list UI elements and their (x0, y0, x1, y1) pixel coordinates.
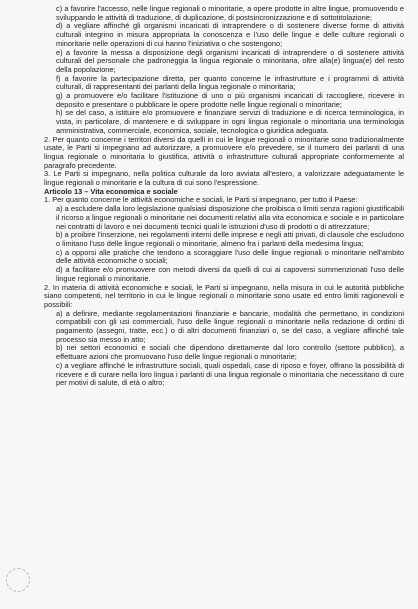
faint-stamp (6, 568, 30, 592)
article-heading: Articolo 13 – Vita economica e sociale (44, 186, 178, 196)
paragraph: 3. Le Parti si impegnano, nella politica culturale da loro avviata all'estero, a valorizzare adeguatamente le lingue regionali o minoritarie e la cultura di cui sono l'espressione. (44, 169, 404, 188)
paragraph: b) nei settori economici e sociali che dipendono direttamente dal loro controllo (settore pubblico), a effettuare azioni che promuovano l'uso delle lingue regionali o minoritarie; (56, 343, 404, 362)
paragraph: f) a favorire la partecipazione diretta, per quanto concerne le infrastrutture e i programmi di attività culturali, di rappresentanti dei parlanti della lingua regionale o minoritaria; (56, 73, 404, 92)
paragraph: b) a proibire l'inserzione, nei regolamenti interni delle imprese e negli atti privati, di clausole che escludono o limitano l'uso delle lingue regionali o minoritarie, almeno fra i parlanti della medesima lingua; (56, 230, 404, 248)
paragraph: e) a favorire la messa a disposizione degli organismi incaricati di intraprendere o di sostenere attività culturali del personale che padroneggia la lingua regionale o minoritaria, oltre alla(e) lingua(e) del resto della popolazione; (56, 47, 404, 74)
paragraph: 2. Per quanto concerne i territori diversi da quelli in cui le lingue regionali o minoritarie sono tradizionalmente usate, le Parti si impegnano ad autorizzare, a promuovere e/o prevedere, se il numero dei parlanti di una lingua regionale o minoritaria lo giustifica, attività o infrastrutture culturali appropriate conformemente al paragrafo precedente. (44, 134, 404, 170)
paragraph: h) se del caso, a istituire e/o promuovere e finanziare servizi di traduzione e di ricerca terminologica, in vista, in particolare, di mantenere e di sviluppare in ogni lingua regionale o minoritaria una terminologia amministrativa, commerciale, economica, sociale, tecnologica o giuridica adeguata. (56, 108, 404, 135)
paragraph: d) a vegliare affinché gli organismi incaricati di intraprendere o di sostenere diverse forme di attività culturali integrino in misura appropriata la conoscenza e l'uso delle lingue e delle culture regionali o minoritarie nelle operazioni di cui hanno l'iniziativa o che sostengono; (56, 21, 404, 48)
document-body (44, 5, 404, 388)
paragraph: 2. In materia di attività economiche e sociali, le Parti si impegnano, nella misura in cui le autorità pubbliche siano competenti, nel territorio in cui le lingue regionali o minoritarie sono usate ed entro limiti ragionevoli e possibili: (44, 282, 404, 309)
paragraph: a) a escludere dalla loro legislazione qualsiasi disposizione che proibisca o limiti senza ragioni giustificabili il ricorso a lingue regionali o minoritarie nei documenti relativi alla vita economica e sociale e in particolare nei contratti di lavoro e nei documenti tecnici quali le istruzioni d'uso di prodotti o di attrezzature; (56, 204, 404, 231)
paragraph: a) a definire, mediante regolamentazioni finanziarie e bancarie, modalità che permettano, in condizioni compatibili con gli usi commerciali, l'uso delle lingue regionali o minoritarie nella redazione di ordini di pagamento (assegni, tratte, ecc.) o di altri documenti finanziari o, se del caso, a vegliare affinché tale processo sia messo in atto; (56, 308, 404, 344)
paragraph: d) a facilitare e/o promuovere con metodi diversi da quelli di cui ai capoversi summenzionati l'uso delle lingue regionali o minoritarie. (56, 265, 404, 283)
paragraph: g) a promuovere e/o facilitare l'istituzione di uno o più organismi incaricati di raccogliere, ricevere in deposito e presentare o pubblicare le opere prodotte nelle lingue regionali o minoritarie; (56, 91, 404, 109)
paragraph: c) a opporsi alle pratiche che tendono a scoraggiare l'uso delle lingue regionali o minoritarie nell'ambito delle attività economiche o sociali; (56, 247, 404, 266)
paragraph: c) a vegliare affinché le infrastrutture sociali, quali ospedali, case di riposo e foyer, offrano la possibilità di ricevere e di curare nella loro lingua i parlanti di una lingua regionale o minoritaria che necessitano di cure per motivi di salute, di età o altro; (56, 360, 404, 388)
paragraph: c) a favorire l'accesso, nelle lingue regionali o minoritarie, a opere prodotte in altre lingue, promuovendo e sviluppando le attività di traduzione, di duplicazione, di postsincronizzazione e di sottotitolazione; (56, 4, 404, 22)
paragraph: 1. Per quanto concerne le attività economiche e sociali, le Parti si impegnano, per tutto il Paese: (44, 195, 358, 205)
